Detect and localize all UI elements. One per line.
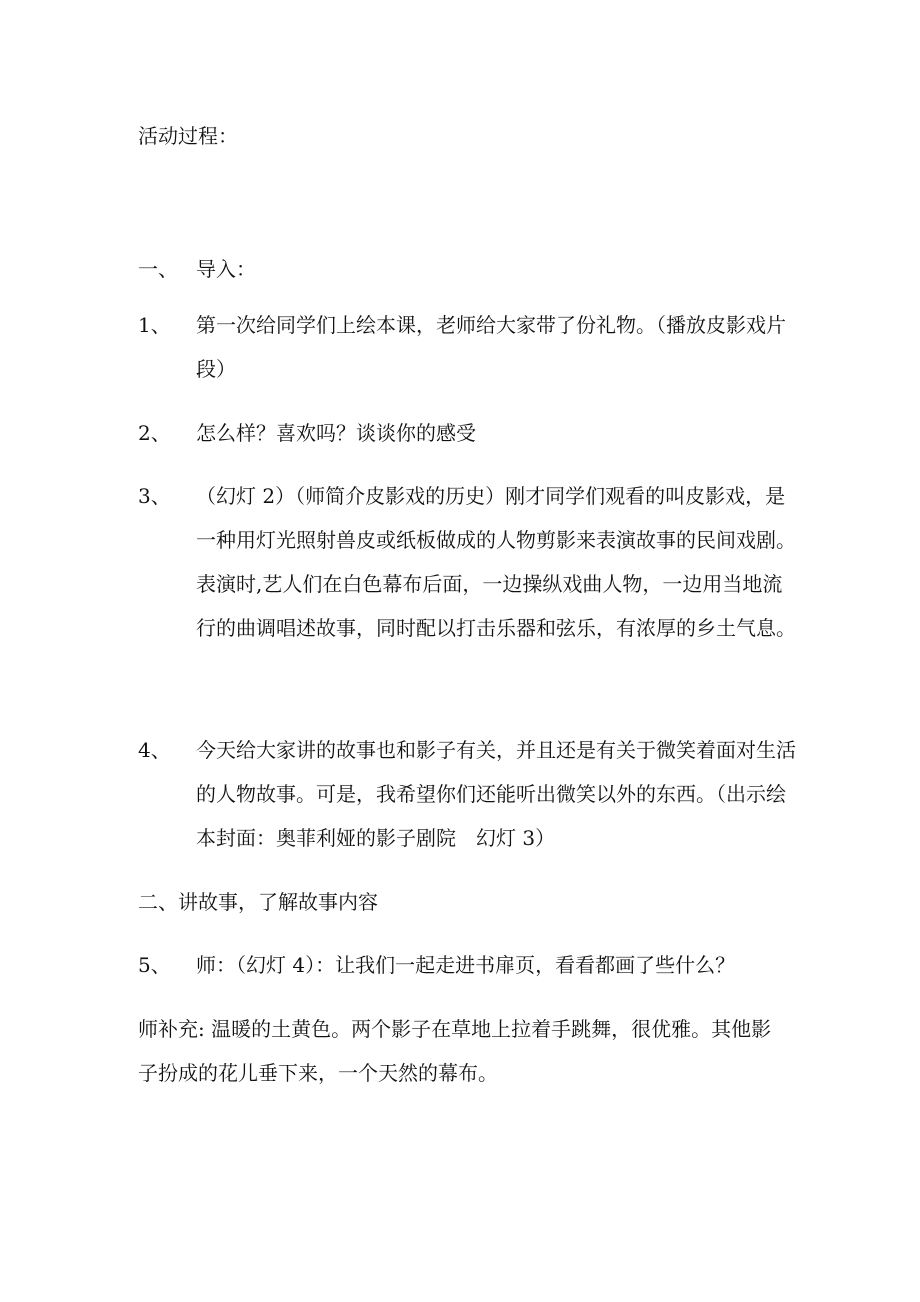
item-3-number: 3、 — [138, 484, 171, 508]
item-4-text: 今天给大家讲的故事也和影子有关，并且还是有关于微笑着面对生活的人物故事。可是，我希望你们还能听出微笑以外的东西。（出示绘本封面：奥菲利娅的影子剧院 幻灯 3） — [196, 738, 796, 850]
section-1-number: 一、 — [138, 257, 178, 281]
section-2-heading: 二、讲故事，了解故事内容 — [138, 890, 378, 914]
activity-process-heading: 活动过程： — [138, 124, 238, 148]
item-2-text: 怎么样？喜欢吗？谈谈你的感受 — [196, 421, 476, 445]
item-1-text: 第一次给同学们上绘本课，老师给大家带了份礼物。（播放皮影戏片段） — [196, 313, 786, 381]
section-1-label: 导入： — [196, 257, 256, 281]
item-5-text: 师：（幻灯 4）：让我们一起走进书扉页，看看都画了些什么？ — [196, 953, 736, 977]
item-3-text: （幻灯 2）（师简介皮影戏的历史）刚才同学们观看的叫皮影戏，是一种用灯光照射兽皮或纸板做成的人物剪影来表演故事的民间戏剧。表演时,艺人们在白色幕布后面，一边操纵戏曲人物，一边用当地流行的曲调唱述故事，同时配以打击乐器和弦乐，有浓厚的乡土气息。 — [196, 484, 796, 640]
item-1-number: 1、 — [138, 313, 171, 337]
item-2-number: 2、 — [138, 421, 171, 445]
teacher-supplement: 师补充: 温暖的土黄色。两个影子在草地上拉着手跳舞，很优雅。其他影子扮成的花儿垂下来，一个天然的幕布。 — [138, 1017, 772, 1085]
item-4-number: 4、 — [138, 738, 171, 762]
item-5-number: 5、 — [138, 953, 171, 977]
